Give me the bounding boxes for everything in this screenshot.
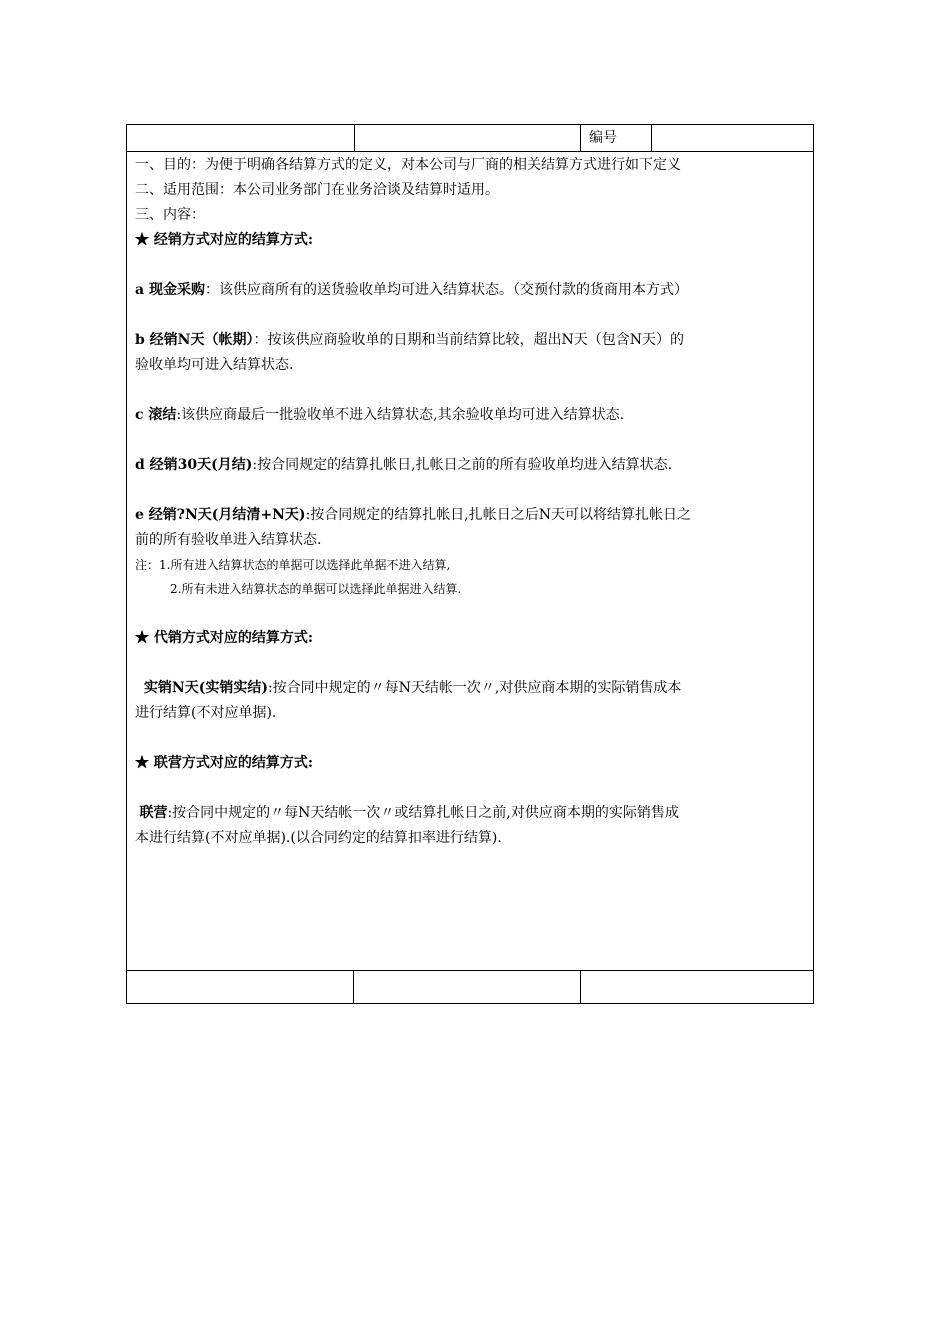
item-b-text: ：按该供应商验收单的日期和当前结算比较，超出N天（包含N天）的 bbox=[253, 332, 684, 348]
content-area bbox=[127, 152, 813, 972]
agency-section-title: ★ 代销方式对应的结算方式: bbox=[135, 630, 314, 646]
joint-item-label: 联营 bbox=[139, 805, 168, 821]
item-e-continued: 前的所有验收单进入结算状态. bbox=[135, 532, 322, 548]
number-value-cell bbox=[652, 125, 814, 151]
item-e-label: e 经销?N天(月结清+N天) bbox=[135, 507, 306, 523]
item-e-text: :按合同规定的结算扎帐日,扎帐日之后N天可以将结算扎帐日之 bbox=[305, 507, 691, 523]
footer-cell-3 bbox=[581, 971, 814, 1003]
document-table bbox=[126, 124, 814, 1004]
item-d-label: d 经销30天(月结) bbox=[135, 457, 253, 473]
agency-item-label: 实销N天(实销实结) bbox=[143, 680, 268, 696]
item-b bbox=[135, 328, 805, 353]
footer-cell-2 bbox=[354, 971, 581, 1003]
agency-item bbox=[135, 676, 805, 701]
agency-item-text: :按合同中规定的〃每N天结帐一次〃,对供应商本期的实际销售成本 bbox=[267, 680, 682, 696]
item-d bbox=[135, 453, 805, 478]
item-e bbox=[135, 503, 805, 528]
joint-item bbox=[135, 801, 805, 826]
consignment-section-title: ★ 经销方式对应的结算方式: bbox=[135, 232, 314, 248]
joint-section-title: ★ 联营方式对应的结算方式: bbox=[135, 755, 314, 771]
joint-item-continued: 本进行结算(不对应单据).(以合同约定的结算扣率进行结算). bbox=[135, 830, 502, 846]
item-b-continued: 验收单均可进入结算状态. bbox=[135, 357, 294, 373]
header-row bbox=[127, 125, 813, 152]
agency-item-continued: 进行结算(不对应单据). bbox=[135, 705, 277, 721]
note-2: 2.所有未进入结算状态的单据可以选择此单据进入结算. bbox=[170, 582, 462, 596]
header-cell-2 bbox=[355, 125, 581, 151]
scope-line: 二、适用范围：本公司业务部门在业务洽谈及结算时适用。 bbox=[135, 182, 499, 198]
item-a bbox=[135, 278, 805, 303]
item-c-label: c 滚结 bbox=[135, 407, 177, 423]
item-a-text: ：该供应商所有的送货验收单均可进入结算状态。（交预付款的货商用本方式） bbox=[204, 282, 688, 298]
number-label: 编号 bbox=[581, 125, 652, 151]
content-heading: 三、内容： bbox=[135, 207, 205, 223]
note-1: 注：1.所有进入结算状态的单据可以选择此单据不进入结算, bbox=[135, 558, 451, 572]
item-c-text: :该供应商最后一批验收单不进入结算状态,其余验收单均可进入结算状态. bbox=[176, 407, 625, 423]
footer-row bbox=[127, 970, 813, 1003]
purpose-line: 一、目的：为便于明确各结算方式的定义，对本公司与厂商的相关结算方式进行如下定义 bbox=[135, 157, 681, 173]
header-cell-1 bbox=[127, 125, 355, 151]
joint-item-text: :按合同中规定的〃每N天结帐一次〃或结算扎帐日之前,对供应商本期的实际销售成 bbox=[167, 805, 679, 821]
item-a-label: a 现金采购 bbox=[135, 282, 205, 298]
item-c bbox=[135, 403, 805, 428]
item-b-label: b 经销N天（帐期） bbox=[135, 332, 254, 348]
footer-cell-1 bbox=[127, 971, 354, 1003]
item-d-text: :按合同规定的结算扎帐日,扎帐日之前的所有验收单均进入结算状态. bbox=[252, 457, 673, 473]
